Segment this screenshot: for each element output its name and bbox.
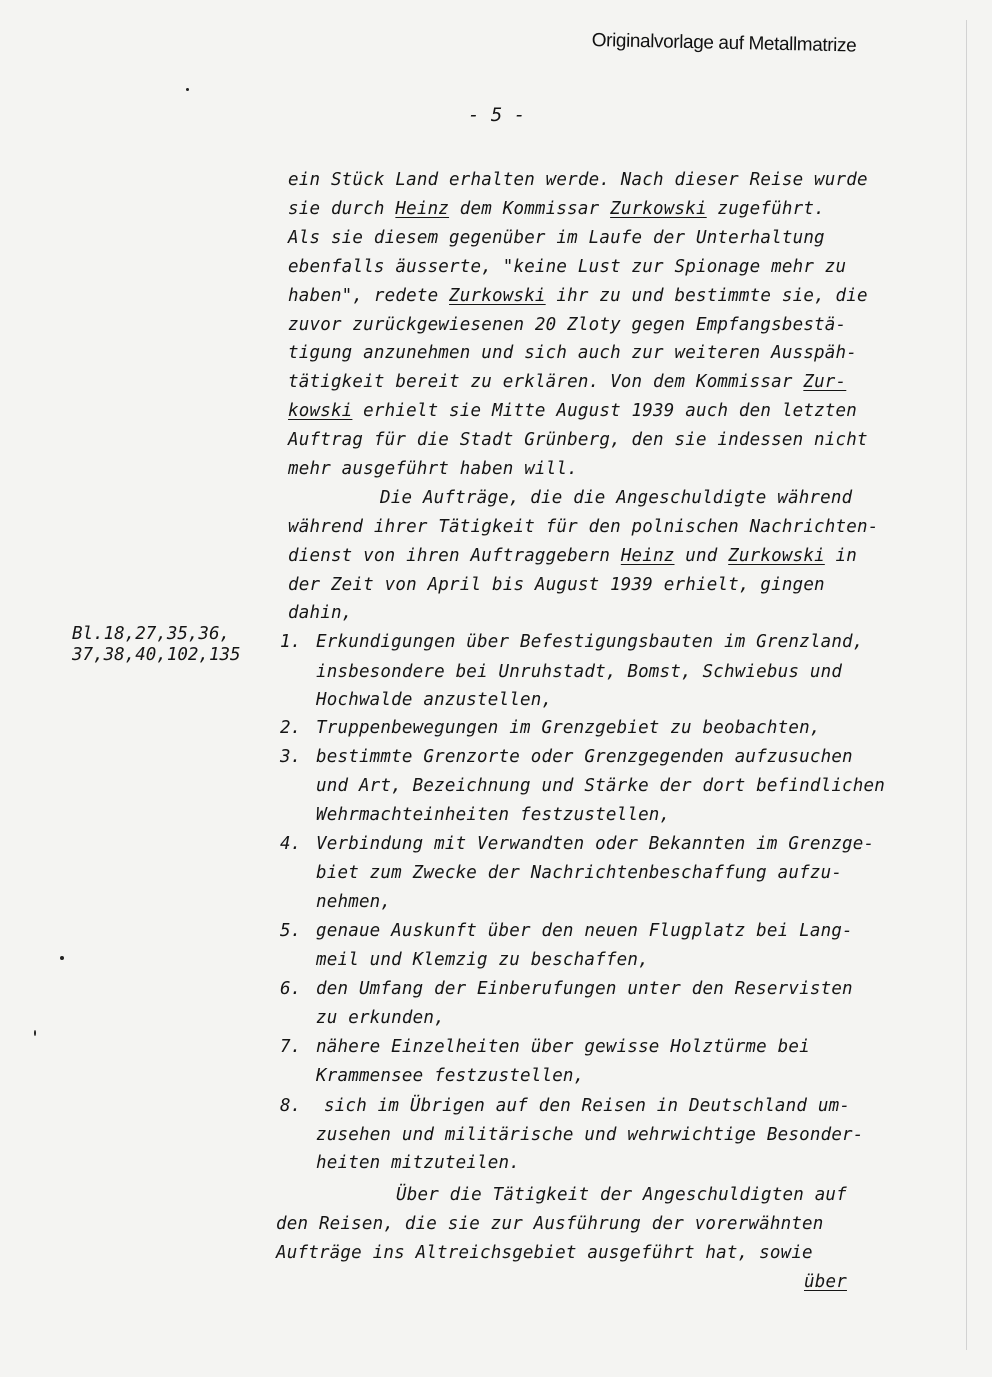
list-item-line: zusehen und militärische und wehrwichtige Besonder- [316, 1125, 864, 1145]
text-line [288, 546, 857, 566]
list-number: 5. [280, 921, 302, 941]
underlined-name: Zurkowski [449, 286, 546, 306]
list-item-line: genaue Auskunft über den neuen Flugplatz bei Lang- [316, 921, 853, 941]
text-run: der Zeit von April bis August 1939 erhielt, gingen [288, 575, 825, 595]
text-run: Als sie diesem gegenüber im Laufe der Unterhaltung [288, 228, 825, 248]
list-number: 7. [280, 1037, 302, 1057]
underlined-name: kowski [288, 401, 353, 421]
list-item-line: Krammensee festzustellen, [316, 1066, 585, 1086]
margin-reference: Bl.18,27,35,36, 37,38,40,102,135 [72, 624, 241, 665]
list-item-line: insbesondere bei Unruhstadt, Bomst, Schwiebus und [316, 662, 843, 682]
text-run: tätigkeit bereit zu erklären. Von dem Kommissar [288, 372, 804, 392]
list-number: 2. [280, 718, 302, 738]
text-run: ein Stück Land erhalten werde. Nach dieser Reise wurde [288, 170, 868, 190]
text-line [288, 372, 846, 392]
underlined-name: Zur- [803, 372, 847, 392]
text-run: zugeführt. [706, 199, 825, 219]
list-number: 1. [280, 632, 302, 652]
underlined-name: Heinz [620, 546, 675, 566]
list-item-line: Wehrmachteinheiten festzustellen, [316, 805, 671, 825]
list-item-line: sich im Übrigen auf den Reisen in Deutschland um- [324, 1096, 851, 1116]
text-line [288, 257, 846, 277]
text-line [288, 459, 578, 479]
page-edge-line [966, 20, 967, 1350]
text-run: ihr zu und bestimmte sie, die [545, 286, 868, 306]
list-item-line: Truppenbewegungen im Grenzgebiet zu beobachten, [316, 718, 821, 738]
closing-line: den Reisen, die sie zur Ausführung der vorerwähnten [276, 1214, 824, 1234]
catchword: über [804, 1272, 847, 1292]
list-item-line: und Art, Bezeichnung und Stärke der dort befindlichen [316, 776, 886, 796]
text-run: Die Aufträge, die die Angeschuldigte während [380, 488, 853, 508]
speck [34, 1030, 36, 1036]
list-item-line: Hochwalde anzustellen, [316, 690, 553, 710]
text-line [288, 401, 857, 421]
list-item-line: zu erkunden, [316, 1008, 445, 1028]
list-number: 6. [280, 979, 302, 999]
closing-line: Aufträge ins Altreichsgebiet ausgeführt hat, sowie [276, 1243, 813, 1263]
text-run: mehr ausgeführt haben will. [288, 459, 578, 479]
text-line [288, 603, 352, 623]
text-run: dienst von ihren Auftraggebern [288, 546, 621, 566]
text-run: und [674, 546, 729, 566]
underlined-name: Heinz [395, 199, 450, 219]
text-line [288, 343, 857, 363]
text-run: während ihrer Tätigkeit für den polnischen Nachrichten- [288, 517, 879, 537]
matrix-stamp: Originalvorlage auf Metallmatrize [591, 30, 857, 57]
underlined-name: Zurkowski [610, 199, 707, 219]
speck [60, 956, 64, 960]
text-line [288, 315, 846, 335]
text-line [380, 488, 852, 508]
text-run: dahin, [288, 603, 353, 623]
list-number: 3. [280, 747, 302, 767]
list-item-line: den Umfang der Einberufungen unter den Reservisten [316, 979, 853, 999]
list-item-line: Verbindung mit Verwandten oder Bekannten im Grenzge- [316, 834, 875, 854]
list-item-line: biet zum Zwecke der Nachrichtenbeschaffung aufzu- [316, 863, 843, 883]
text-line [288, 228, 825, 248]
text-run: sie durch [288, 199, 396, 219]
text-run: erhielt sie Mitte August 1939 auch den letzten [352, 401, 858, 421]
text-line [288, 430, 868, 450]
page-number: - 5 - [468, 104, 526, 126]
text-line [288, 575, 825, 595]
list-item-line: bestimmte Grenzorte oder Grenzgegenden aufzusuchen [316, 747, 853, 767]
text-run: dem Kommissar [449, 199, 611, 219]
text-run: in [824, 546, 858, 566]
underlined-name: Zurkowski [728, 546, 825, 566]
text-run: Auftrag für die Stadt Grünberg, den sie indessen nicht [288, 430, 868, 450]
list-item-line: nähere Einzelheiten über gewisse Holztürme bei [316, 1037, 810, 1057]
text-line [288, 517, 878, 537]
list-item-line: nehmen, [316, 892, 392, 912]
list-number: 8. [280, 1096, 302, 1116]
list-item-line: heiten mitzuteilen. [316, 1153, 520, 1173]
text-line [288, 199, 825, 219]
text-line [288, 170, 868, 190]
text-line [288, 286, 868, 306]
text-run: haben", redete [288, 286, 450, 306]
text-run: zuvor zurückgewiesenen 20 Zloty gegen Empfangsbestä- [288, 315, 847, 335]
text-run: ebenfalls äusserte, "keine Lust zur Spionage mehr zu [288, 257, 847, 277]
list-item-line: Erkundigungen über Befestigungsbauten im Grenzland, [316, 632, 864, 652]
text-run: tigung anzunehmen und sich auch zur weiteren Ausspäh- [288, 343, 858, 363]
closing-line: Über die Tätigkeit der Angeschuldigten auf [396, 1185, 847, 1205]
speck [186, 88, 189, 91]
list-item-line: meil und Klemzig zu beschaffen, [316, 950, 649, 970]
list-number: 4. [280, 834, 302, 854]
